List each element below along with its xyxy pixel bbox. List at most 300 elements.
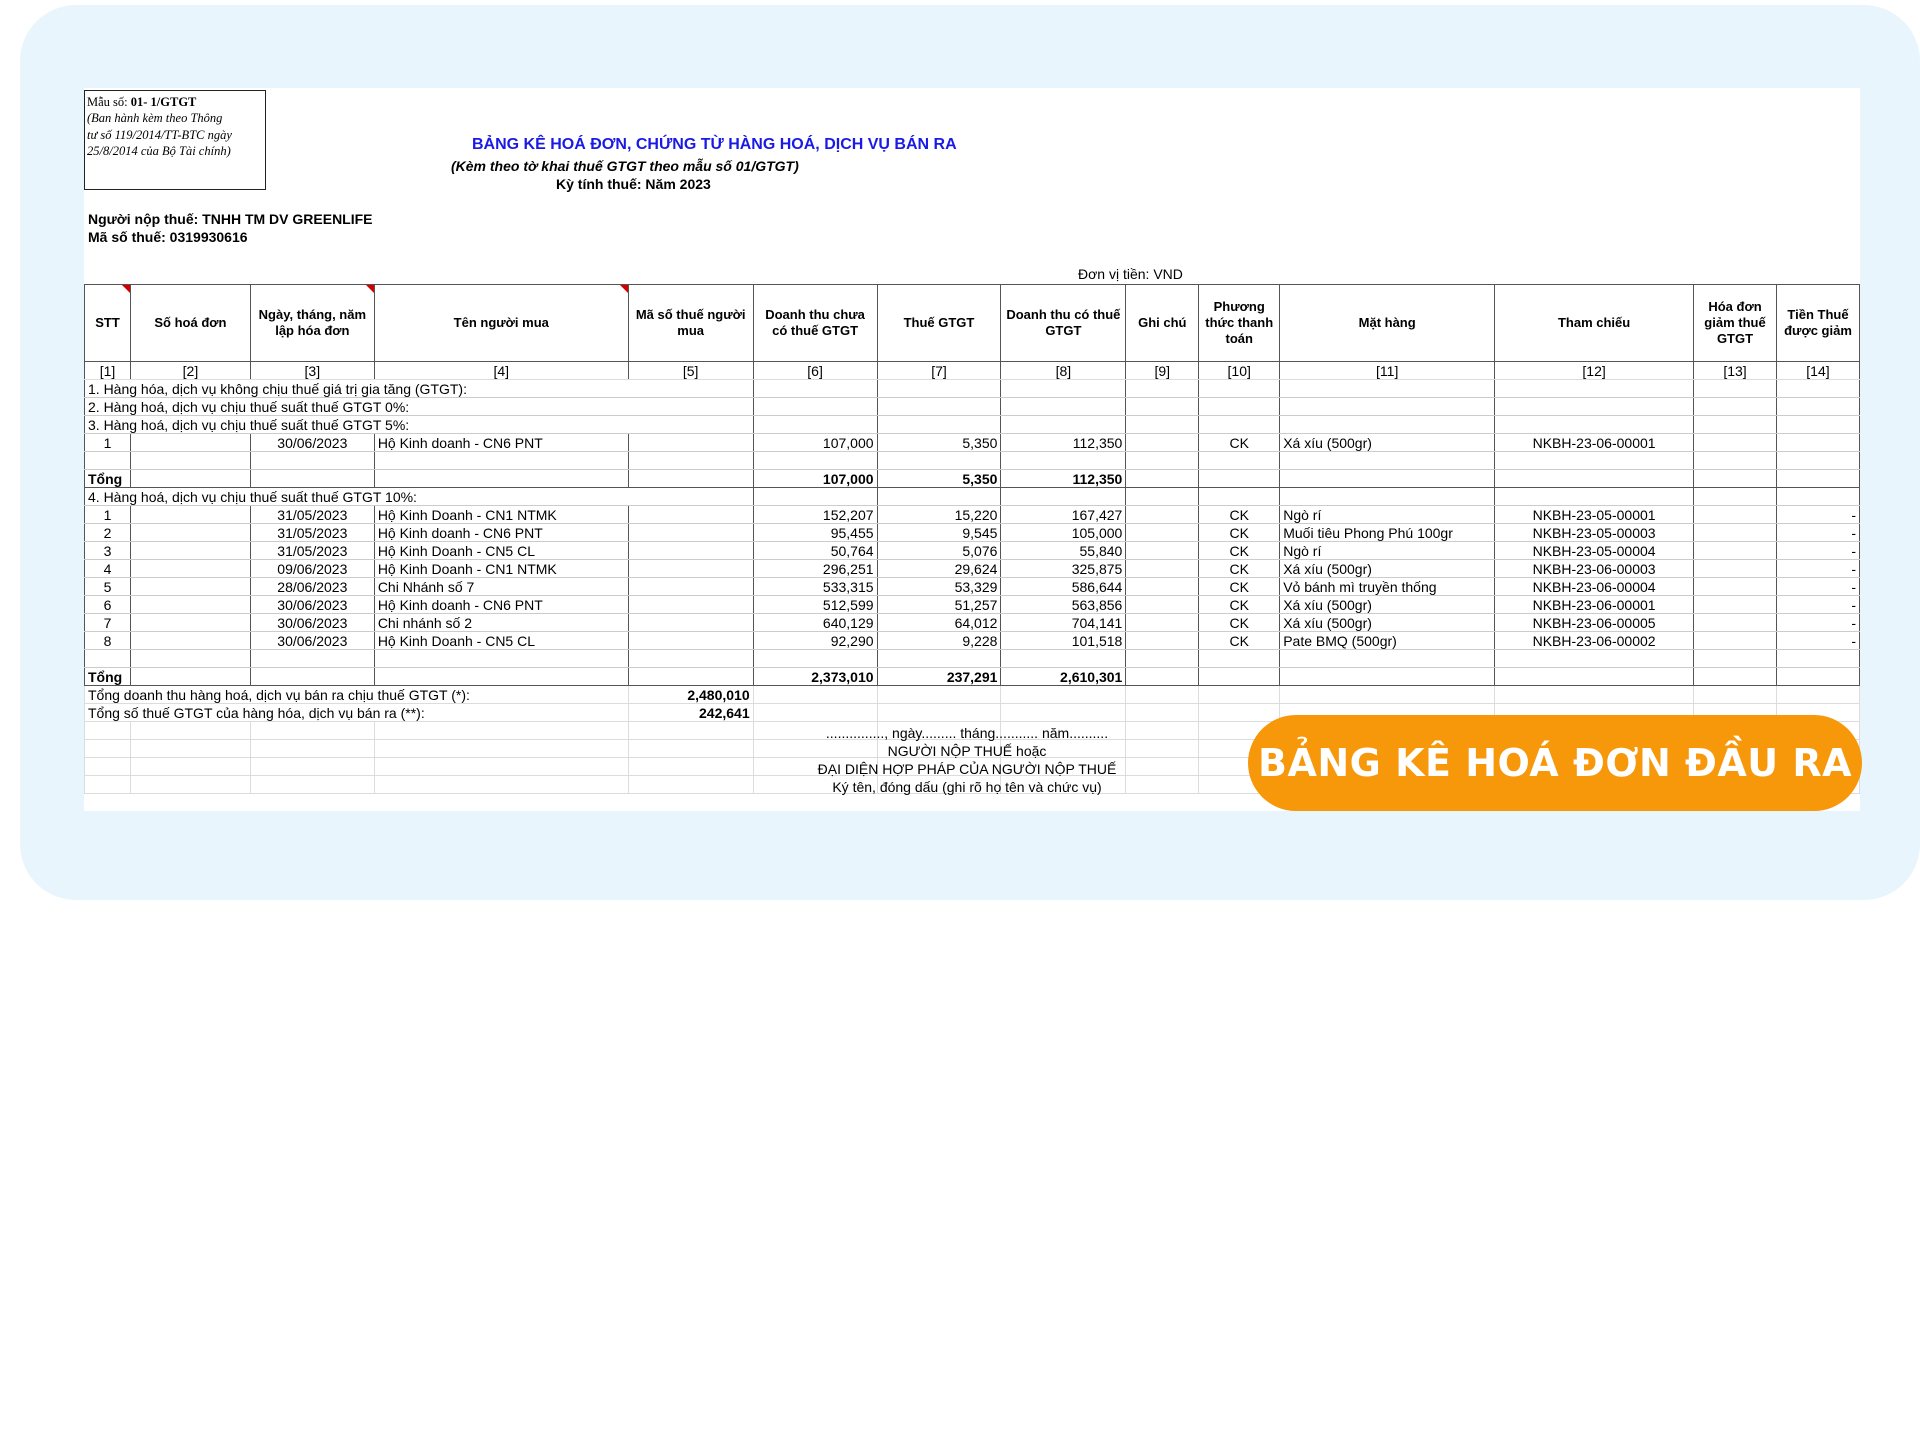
invoice-row: [85, 524, 1860, 542]
row-vat: 9,228: [877, 632, 1001, 650]
signature-line-1: NGƯỜI NỘP THUẾ hoặc: [887, 743, 1047, 759]
table-cell: [1126, 722, 1199, 740]
table-cell: [1776, 488, 1859, 506]
column-header: Hóa đơn giảm thuế GTGT: [1694, 285, 1777, 362]
row-buyer: Hộ Kinh Doanh - CN1 NTMK: [374, 506, 628, 524]
row-item: Vỏ bánh mì truyền thống: [1280, 578, 1495, 596]
row-payment-method: CK: [1199, 560, 1280, 578]
table-cell: [877, 398, 1001, 416]
summary-value: 2,480,010: [628, 686, 753, 704]
total-with-vat: 112,350: [1001, 470, 1126, 488]
table-cell: [1126, 776, 1199, 794]
total-revenue: 107,000: [753, 470, 877, 488]
table-cell: [1126, 668, 1199, 686]
table-cell: [628, 668, 753, 686]
table-cell: [130, 740, 250, 758]
table-cell: [85, 452, 131, 470]
column-index-row: [85, 362, 1860, 380]
table-cell: [877, 380, 1001, 398]
row-buyer: Hộ Kinh Doanh - CN5 CL: [374, 632, 628, 650]
row-stt: 4: [85, 560, 131, 578]
table-cell: [250, 776, 374, 794]
table-cell: [1001, 380, 1126, 398]
row-payment-method: CK: [1199, 506, 1280, 524]
section-heading: 2. Hàng hoá, dịch vụ chịu thuế suất thuế GTGT 0%:: [85, 398, 754, 416]
row-reduced-tax: -: [1776, 632, 1859, 650]
row-buyer: Hộ Kinh Doanh - CN5 CL: [374, 542, 628, 560]
column-index: [13]: [1694, 362, 1777, 380]
section-heading: 4. Hàng hoá, dịch vụ chịu thuế suất thuế GTGT 10%:: [85, 488, 754, 506]
row-vat: 9,545: [877, 524, 1001, 542]
row-reduced-tax: -: [1776, 524, 1859, 542]
table-cell: [1776, 668, 1859, 686]
table-cell: [628, 722, 753, 740]
table-cell: [877, 452, 1001, 470]
row-buyer: Chi Nhánh số 7: [374, 578, 628, 596]
row-vat: 15,220: [877, 506, 1001, 524]
table-cell: [1126, 470, 1199, 488]
total-row: [85, 668, 1860, 686]
table-cell: [877, 704, 1001, 722]
table-cell: [1776, 380, 1859, 398]
table-cell: [374, 470, 628, 488]
table-cell: [628, 560, 753, 578]
row-total: 325,875: [1001, 560, 1126, 578]
currency-unit: Đơn vị tiền: VND: [1078, 266, 1183, 282]
row-buyer: Hộ Kinh Doanh - CN1 NTMK: [374, 560, 628, 578]
row-total: 112,350: [1001, 434, 1126, 452]
table-cell: [1001, 488, 1126, 506]
table-cell: [1001, 704, 1126, 722]
table-cell: [753, 398, 877, 416]
row-payment-method: CK: [1199, 542, 1280, 560]
column-index: [8]: [1001, 362, 1126, 380]
column-index: [5]: [628, 362, 753, 380]
table-cell: [374, 776, 628, 794]
table-cell: [1776, 452, 1859, 470]
table-cell: [1126, 614, 1199, 632]
row-buyer: Hộ Kinh doanh - CN6 PNT: [374, 434, 628, 452]
table-cell: [130, 470, 250, 488]
total-label: Tổng: [85, 470, 131, 488]
row-reference: NKBH-23-06-00004: [1495, 578, 1694, 596]
table-cell: [1280, 650, 1495, 668]
row-total: 105,000: [1001, 524, 1126, 542]
table-cell: [1495, 398, 1694, 416]
table-cell: [628, 542, 753, 560]
row-vat: 51,257: [877, 596, 1001, 614]
table-cell: [130, 542, 250, 560]
table-cell: [1694, 380, 1777, 398]
signature-line-2: ĐẠI DIỆN HỢP PHÁP CỦA NGƯỜI NỘP THUẾ: [817, 761, 1117, 777]
column-header: Tiền Thuế được giảm: [1776, 285, 1859, 362]
table-cell: [1001, 650, 1126, 668]
row-date: 09/06/2023: [250, 560, 374, 578]
form-code-box: [84, 90, 266, 190]
table-cell: [628, 614, 753, 632]
form-note-line: 25/8/2014 của Bộ Tài chính): [87, 143, 231, 158]
table-cell: [753, 704, 877, 722]
row-reduced-tax: -: [1776, 596, 1859, 614]
summary-value: 242,641: [628, 704, 753, 722]
column-header: Phương thức thanh toán: [1199, 285, 1280, 362]
table-cell: [374, 740, 628, 758]
table-cell: [130, 722, 250, 740]
table-cell: [1694, 632, 1777, 650]
table-cell: [1199, 416, 1280, 434]
table-cell: [250, 668, 374, 686]
column-header: Số hoá đơn: [130, 285, 250, 362]
row-date: 30/06/2023: [250, 614, 374, 632]
table-cell: [1495, 650, 1694, 668]
table-cell: [130, 452, 250, 470]
table-cell: [1126, 416, 1199, 434]
table-cell: [1001, 686, 1126, 704]
table-cell: [1776, 686, 1859, 704]
table-cell: [1199, 668, 1280, 686]
row-stt: 5: [85, 578, 131, 596]
column-header: Thuế GTGT: [877, 285, 1001, 362]
row-reference: NKBH-23-06-00001: [1495, 434, 1694, 452]
table-cell: [1495, 488, 1694, 506]
table-cell: [1280, 380, 1495, 398]
table-cell: [374, 722, 628, 740]
invoice-row: [85, 542, 1860, 560]
row-reference: NKBH-23-06-00001: [1495, 596, 1694, 614]
table-cell: [628, 452, 753, 470]
table-cell: [130, 506, 250, 524]
table-cell: [1694, 416, 1777, 434]
table-cell: [1126, 560, 1199, 578]
table-cell: [1694, 470, 1777, 488]
column-index: [4]: [374, 362, 628, 380]
table-cell: [130, 596, 250, 614]
row-item: Xá xíu (500gr): [1280, 434, 1495, 452]
row-revenue: 512,599: [753, 596, 877, 614]
table-cell: [1126, 524, 1199, 542]
table-cell: [130, 434, 250, 452]
section-heading-row: [85, 398, 1860, 416]
total-vat: 237,291: [877, 668, 1001, 686]
table-cell: [1776, 398, 1859, 416]
section-heading-row: [85, 488, 1860, 506]
row-payment-method: CK: [1199, 434, 1280, 452]
table-cell: [1495, 452, 1694, 470]
tax-period: Kỳ tính thuế: Năm 2023: [556, 176, 711, 192]
table-cell: [374, 758, 628, 776]
table-cell: [1694, 578, 1777, 596]
table-cell: [1694, 506, 1777, 524]
table-cell: [1776, 650, 1859, 668]
table-cell: [1694, 434, 1777, 452]
table-cell: [753, 452, 877, 470]
column-header: Tham chiếu: [1495, 285, 1694, 362]
row-stt: 7: [85, 614, 131, 632]
table-cell: [1126, 380, 1199, 398]
table-cell: [130, 632, 250, 650]
total-with-vat: 2,610,301: [1001, 668, 1126, 686]
invoice-row: [85, 434, 1860, 452]
signature-line-3: Ký tên, đóng dấu (ghi rõ họ tên và chức vụ): [832, 779, 1102, 795]
column-index: [12]: [1495, 362, 1694, 380]
table-cell: [1126, 596, 1199, 614]
table-cell: [1199, 452, 1280, 470]
table-cell: [130, 650, 250, 668]
table-cell: [628, 758, 753, 776]
table-cell: [1694, 686, 1777, 704]
column-index: [7]: [877, 362, 1001, 380]
table-cell: [1126, 704, 1199, 722]
row-payment-method: CK: [1199, 524, 1280, 542]
table-cell: [753, 686, 877, 704]
total-row: [85, 470, 1860, 488]
column-index: [9]: [1126, 362, 1199, 380]
row-date: 30/06/2023: [250, 596, 374, 614]
column-header: Mặt hàng: [1280, 285, 1495, 362]
row-item: Xá xíu (500gr): [1280, 614, 1495, 632]
signature-date-line: ..............., ngày......... tháng........... năm..........: [825, 725, 1109, 741]
invoice-row: [85, 560, 1860, 578]
table-cell: [1776, 470, 1859, 488]
table-cell: [877, 686, 1001, 704]
row-date: 31/05/2023: [250, 524, 374, 542]
table-cell: [1280, 452, 1495, 470]
table-cell: [1495, 686, 1694, 704]
total-label: Tổng: [85, 668, 131, 686]
table-cell: [1280, 416, 1495, 434]
row-revenue: 296,251: [753, 560, 877, 578]
table-cell: [1126, 434, 1199, 452]
column-header: Tên người mua: [374, 285, 628, 362]
row-payment-method: CK: [1199, 578, 1280, 596]
table-cell: [877, 488, 1001, 506]
table-cell: [1199, 398, 1280, 416]
column-header: Doanh thu chưa có thuế GTGT: [753, 285, 877, 362]
row-revenue: 50,764: [753, 542, 877, 560]
row-item: Xá xíu (500gr): [1280, 560, 1495, 578]
table-cell: [1495, 470, 1694, 488]
row-total: 586,644: [1001, 578, 1126, 596]
total-revenue: 2,373,010: [753, 668, 877, 686]
row-buyer: Hộ Kinh doanh - CN6 PNT: [374, 596, 628, 614]
row-vat: 53,329: [877, 578, 1001, 596]
column-index: [3]: [250, 362, 374, 380]
summary-row: [85, 686, 1860, 704]
table-cell: [1694, 650, 1777, 668]
table-cell: [250, 470, 374, 488]
row-vat: 64,012: [877, 614, 1001, 632]
table-cell: [753, 416, 877, 434]
row-revenue: 92,290: [753, 632, 877, 650]
spreadsheet: [84, 88, 1860, 811]
section-heading-row: [85, 416, 1860, 434]
table-cell: [877, 416, 1001, 434]
table-cell: [1126, 452, 1199, 470]
table-cell: [1495, 416, 1694, 434]
row-stt: 6: [85, 596, 131, 614]
row-total: 704,141: [1001, 614, 1126, 632]
row-total: 101,518: [1001, 632, 1126, 650]
table-cell: [1280, 488, 1495, 506]
form-code-label: Mẫu số:: [87, 95, 131, 109]
table-cell: [1126, 542, 1199, 560]
table-cell: [1694, 452, 1777, 470]
table-cell: [1126, 398, 1199, 416]
table-cell: [250, 452, 374, 470]
table-cell: [85, 722, 131, 740]
row-date: 30/06/2023: [250, 434, 374, 452]
column-header: Mã số thuế người mua: [628, 285, 753, 362]
row-total: 563,856: [1001, 596, 1126, 614]
row-reference: NKBH-23-05-00004: [1495, 542, 1694, 560]
row-revenue: 533,315: [753, 578, 877, 596]
row-total: 55,840: [1001, 542, 1126, 560]
table-cell: [1694, 524, 1777, 542]
invoice-row: [85, 506, 1860, 524]
table-cell: [628, 578, 753, 596]
column-header: Ghi chú: [1126, 285, 1199, 362]
table-cell: [1694, 488, 1777, 506]
column-index: [14]: [1776, 362, 1859, 380]
row-reference: NKBH-23-06-00003: [1495, 560, 1694, 578]
summary-label: Tổng doanh thu hàng hoá, dịch vụ bán ra chịu thuế GTGT (*):: [85, 686, 629, 704]
row-item: Ngò rí: [1280, 506, 1495, 524]
table-cell: [1694, 542, 1777, 560]
table-cell: [85, 758, 131, 776]
table-cell: [1199, 380, 1280, 398]
table-cell: [85, 740, 131, 758]
table-cell: [1280, 686, 1495, 704]
column-index: [1]: [85, 362, 131, 380]
table-cell: [1199, 686, 1280, 704]
table-cell: [1001, 452, 1126, 470]
table-cell: [1126, 740, 1199, 758]
table-cell: [1694, 614, 1777, 632]
row-stt: 2: [85, 524, 131, 542]
table-cell: [753, 380, 877, 398]
empty-row: [85, 452, 1860, 470]
column-index: [6]: [753, 362, 877, 380]
table-cell: [130, 560, 250, 578]
document-subtitle: (Kèm theo tờ khai thuế GTGT theo mẫu số 01/GTGT): [451, 158, 799, 174]
table-cell: [1199, 650, 1280, 668]
table-cell: [1280, 470, 1495, 488]
row-revenue: 95,455: [753, 524, 877, 542]
row-date: 31/05/2023: [250, 542, 374, 560]
row-vat: 29,624: [877, 560, 1001, 578]
table-cell: [374, 452, 628, 470]
table-cell: [1001, 398, 1126, 416]
table-cell: [1199, 488, 1280, 506]
column-header: STT: [85, 285, 131, 362]
table-cell: [250, 740, 374, 758]
row-vat: 5,350: [877, 434, 1001, 452]
invoice-row: [85, 632, 1860, 650]
form-note-line: tư số 119/2014/TT-BTC ngày: [87, 127, 232, 142]
table-cell: [628, 650, 753, 668]
column-header: Ngày, tháng, năm lập hóa đơn: [250, 285, 374, 362]
row-buyer: Hộ Kinh doanh - CN6 PNT: [374, 524, 628, 542]
table-cell: [1126, 488, 1199, 506]
row-date: 31/05/2023: [250, 506, 374, 524]
row-payment-method: CK: [1199, 632, 1280, 650]
invoice-row: [85, 578, 1860, 596]
table-cell: [1001, 416, 1126, 434]
row-reference: NKBH-23-06-00005: [1495, 614, 1694, 632]
row-payment-method: CK: [1199, 596, 1280, 614]
table-cell: [1694, 668, 1777, 686]
row-date: 30/06/2023: [250, 632, 374, 650]
row-buyer: Chi nhánh số 2: [374, 614, 628, 632]
total-vat: 5,350: [877, 470, 1001, 488]
section-heading: 3. Hàng hoá, dịch vụ chịu thuế suất thuế GTGT 5%:: [85, 416, 754, 434]
row-item: Pate BMQ (500gr): [1280, 632, 1495, 650]
table-cell: [1199, 704, 1280, 722]
row-stt: 8: [85, 632, 131, 650]
row-item: Xá xíu (500gr): [1280, 596, 1495, 614]
table-cell: [130, 578, 250, 596]
table-cell: [1280, 398, 1495, 416]
table-cell: [1126, 650, 1199, 668]
table-cell: [877, 650, 1001, 668]
table-cell: [1694, 596, 1777, 614]
table-cell: [628, 434, 753, 452]
row-revenue: 640,129: [753, 614, 877, 632]
row-reduced-tax: -: [1776, 614, 1859, 632]
table-cell: [628, 776, 753, 794]
table-cell: [1126, 578, 1199, 596]
row-revenue: 152,207: [753, 506, 877, 524]
table-cell: [1495, 668, 1694, 686]
table-cell: [250, 758, 374, 776]
table-cell: [374, 650, 628, 668]
row-item: Ngò rí: [1280, 542, 1495, 560]
table-cell: [1694, 398, 1777, 416]
table-cell: [1126, 506, 1199, 524]
row-vat: 5,076: [877, 542, 1001, 560]
table-cell: [628, 524, 753, 542]
form-code: 01- 1/GTGT: [130, 95, 197, 109]
table-cell: [628, 470, 753, 488]
table-cell: [85, 650, 131, 668]
table-cell: [130, 776, 250, 794]
row-reduced-tax: -: [1776, 506, 1859, 524]
table-cell: [130, 758, 250, 776]
row-date: 28/06/2023: [250, 578, 374, 596]
table-cell: [85, 776, 131, 794]
form-note-line: (Ban hành kèm theo Thông: [87, 111, 223, 126]
table-cell: [1776, 416, 1859, 434]
row-payment-method: CK: [1199, 614, 1280, 632]
column-index: [10]: [1199, 362, 1280, 380]
row-stt: 1: [85, 434, 131, 452]
table-header-row: [85, 285, 1860, 362]
row-reduced-tax: -: [1776, 542, 1859, 560]
row-reference: NKBH-23-06-00002: [1495, 632, 1694, 650]
row-total: 167,427: [1001, 506, 1126, 524]
taxpayer-name: Người nộp thuế: TNHH TM DV GREENLIFE: [88, 211, 373, 227]
table-cell: [1126, 632, 1199, 650]
table-cell: [753, 488, 877, 506]
column-header: Doanh thu có thuế GTGT: [1001, 285, 1126, 362]
table-cell: [1199, 470, 1280, 488]
table-cell: [130, 668, 250, 686]
tax-code: Mã số thuế: 0319930616: [88, 229, 248, 245]
table-cell: [1495, 380, 1694, 398]
row-revenue: 107,000: [753, 434, 877, 452]
column-index: [11]: [1280, 362, 1495, 380]
table-cell: [1694, 560, 1777, 578]
